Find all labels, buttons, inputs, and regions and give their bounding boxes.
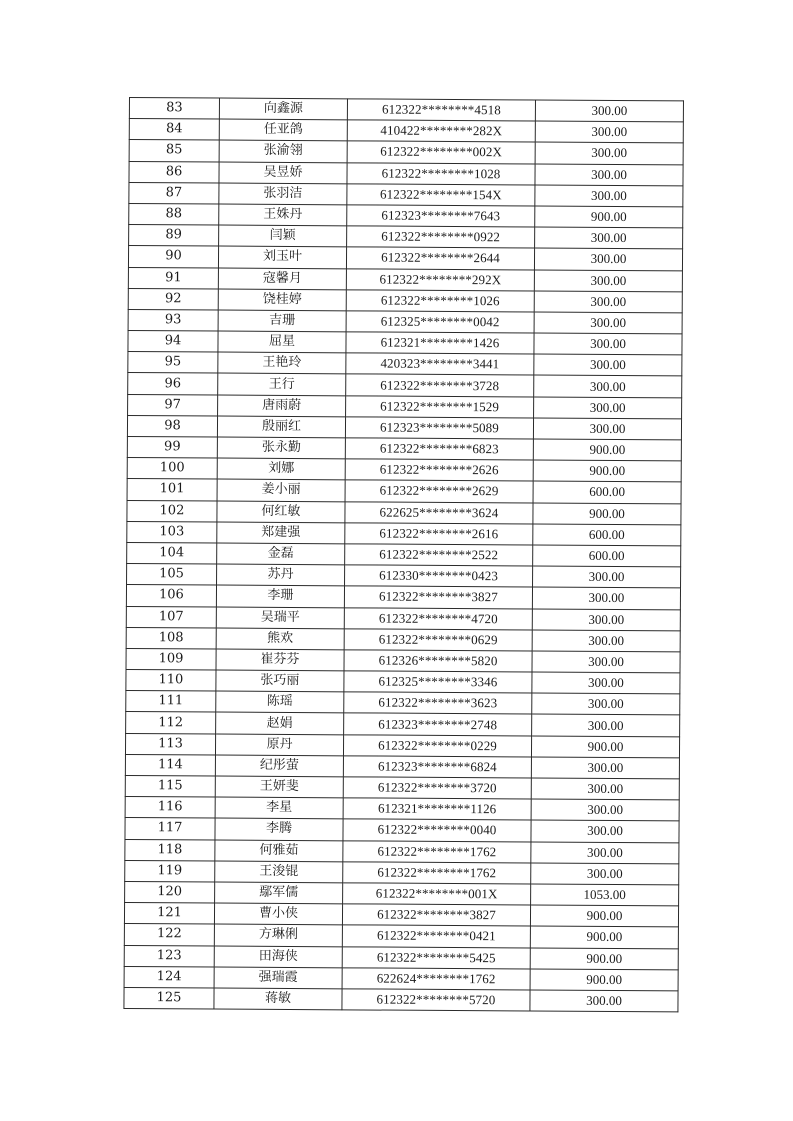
serial-number-cell: 123: [124, 945, 214, 967]
amount-cell: 300.00: [532, 651, 680, 673]
serial-number-cell: 105: [127, 564, 217, 586]
id-number-cell: 612322********2616: [345, 523, 533, 545]
name-cell: 李珊: [216, 585, 344, 607]
name-cell: 饶桂婷: [218, 289, 346, 311]
amount-cell: 900.00: [531, 736, 679, 758]
name-cell: 纪彤萤: [215, 755, 343, 777]
name-cell: 李腾: [215, 818, 343, 840]
name-cell: 曹小侠: [214, 903, 342, 925]
id-number-cell: 622624********1762: [342, 968, 530, 990]
amount-cell: 300.00: [535, 227, 683, 249]
amount-cell: 900.00: [533, 439, 681, 461]
name-cell: 郑建强: [217, 522, 345, 544]
amount-cell: 300.00: [531, 778, 679, 800]
serial-number-cell: 120: [125, 881, 215, 903]
serial-number-cell: 103: [127, 521, 217, 543]
amount-cell: 300.00: [535, 164, 683, 186]
amount-cell: 300.00: [532, 608, 680, 630]
name-cell: 李星: [215, 797, 343, 819]
name-cell: 吴昱娇: [219, 162, 347, 184]
amount-cell: 300.00: [535, 121, 683, 143]
id-number-cell: 612322********3827: [342, 904, 530, 926]
serial-number-cell: 118: [125, 839, 215, 861]
id-number-cell: 612322********3827: [344, 586, 532, 608]
serial-number-cell: 115: [125, 775, 215, 797]
amount-cell: 300.00: [532, 714, 680, 736]
amount-cell: 600.00: [533, 545, 681, 567]
amount-cell: 300.00: [532, 630, 680, 652]
id-number-cell: 612323********6824: [343, 756, 531, 778]
serial-number-cell: 116: [125, 797, 215, 819]
serial-number-cell: 85: [129, 140, 219, 162]
amount-cell: 300.00: [532, 587, 680, 609]
serial-number-cell: 92: [128, 288, 218, 310]
serial-number-cell: 97: [128, 394, 218, 416]
id-number-cell: 612322********0229: [343, 734, 531, 756]
id-number-cell: 612323********5089: [345, 417, 533, 439]
serial-number-cell: 90: [128, 246, 218, 268]
id-number-cell: 612322********3728: [346, 374, 534, 396]
id-number-cell: 612322********1529: [346, 395, 534, 417]
serial-number-cell: 99: [127, 436, 217, 458]
id-number-cell: 612322********5425: [342, 946, 530, 968]
table-row: [124, 987, 678, 1012]
serial-number-cell: 117: [125, 818, 215, 840]
id-number-cell: 612321********1126: [343, 798, 531, 820]
id-number-cell: 612323********7643: [347, 205, 535, 227]
amount-cell: 300.00: [531, 842, 679, 864]
serial-number-cell: 87: [129, 182, 219, 204]
serial-number-cell: 93: [128, 309, 218, 331]
name-cell: 张羽洁: [219, 183, 347, 205]
amount-cell: 300.00: [531, 799, 679, 821]
amount-cell: 900.00: [533, 503, 681, 525]
name-cell: 王妍斐: [215, 776, 343, 798]
serial-number-cell: 101: [127, 479, 217, 501]
name-cell: 唐雨蔚: [218, 395, 346, 417]
name-cell: 金磊: [217, 543, 345, 565]
serial-number-cell: 121: [124, 903, 214, 925]
amount-cell: 900.00: [530, 969, 678, 991]
serial-number-cell: 88: [129, 203, 219, 225]
id-number-cell: 612325********3346: [344, 671, 532, 693]
serial-number-cell: 110: [126, 670, 216, 692]
amount-cell: 300.00: [531, 820, 679, 842]
serial-number-cell: 122: [124, 924, 214, 946]
roster-table: [123, 97, 684, 1012]
id-number-cell: 420323********3441: [346, 353, 534, 375]
name-cell: 吴瑞平: [216, 607, 344, 629]
id-number-cell: 612326********5820: [344, 650, 532, 672]
name-cell: 张渝翎: [219, 140, 347, 162]
id-number-cell: 612322********2522: [345, 544, 533, 566]
name-cell: 张巧丽: [216, 670, 344, 692]
name-cell: 原丹: [215, 734, 343, 756]
amount-cell: 300.00: [534, 375, 682, 397]
amount-cell: 300.00: [534, 291, 682, 313]
serial-number-cell: 94: [128, 331, 218, 353]
amount-cell: 900.00: [530, 926, 678, 948]
id-number-cell: 612322********0421: [342, 925, 530, 947]
serial-number-cell: 96: [128, 373, 218, 395]
id-number-cell: 612322********0922: [347, 226, 535, 248]
name-cell: 王姝丹: [219, 204, 347, 226]
amount-cell: 300.00: [534, 312, 682, 334]
id-number-cell: 612322********5720: [342, 989, 530, 1011]
id-number-cell: 612322********0040: [343, 819, 531, 841]
name-cell: 王浚锟: [215, 861, 343, 883]
name-cell: 任亚鸽: [219, 119, 347, 141]
serial-number-cell: 112: [126, 712, 216, 734]
name-cell: 何红敏: [217, 501, 345, 523]
name-cell: 王行: [218, 373, 346, 395]
name-cell: 鄢军儒: [215, 882, 343, 904]
name-cell: 刘玉叶: [218, 246, 346, 268]
id-number-cell: 612322********2629: [345, 480, 533, 502]
amount-cell: 300.00: [531, 757, 679, 779]
name-cell: 寇馨月: [218, 268, 346, 290]
serial-number-cell: 125: [124, 987, 214, 1009]
id-number-cell: 612323********2748: [344, 713, 532, 735]
serial-number-cell: 124: [124, 966, 214, 988]
amount-cell: 300.00: [535, 142, 683, 164]
serial-number-cell: 107: [126, 606, 216, 628]
amount-cell: 1053.00: [531, 884, 679, 906]
amount-cell: 600.00: [533, 524, 681, 546]
name-cell: 崔芬芬: [216, 649, 344, 671]
name-cell: 田海侠: [214, 946, 342, 968]
amount-cell: 900.00: [535, 206, 683, 228]
id-number-cell: 612322********4518: [347, 99, 535, 121]
id-number-cell: 612322********3720: [343, 777, 531, 799]
serial-number-cell: 98: [127, 415, 217, 437]
name-cell: 强瑞霞: [214, 967, 342, 989]
name-cell: 屈星: [218, 331, 346, 353]
name-cell: 蒋敏: [214, 988, 342, 1010]
serial-number-cell: 95: [128, 352, 218, 374]
name-cell: 闫颖: [219, 225, 347, 247]
id-number-cell: 612322********154X: [347, 184, 535, 206]
name-cell: 王艳玲: [218, 352, 346, 374]
name-cell: 刘娜: [217, 458, 345, 480]
amount-cell: 900.00: [530, 905, 678, 927]
id-number-cell: 612322********0629: [344, 629, 532, 651]
amount-cell: 300.00: [535, 100, 683, 122]
amount-cell: 300.00: [532, 693, 680, 715]
roster-table-body: [124, 98, 684, 1012]
id-number-cell: 612322********1028: [347, 162, 535, 184]
name-cell: 方琳俐: [214, 924, 342, 946]
name-cell: 姜小丽: [217, 479, 345, 501]
id-number-cell: 410422********282X: [347, 120, 535, 142]
serial-number-cell: 111: [126, 691, 216, 713]
amount-cell: 300.00: [531, 863, 679, 885]
name-cell: 殷丽红: [217, 416, 345, 438]
serial-number-cell: 109: [126, 648, 216, 670]
serial-number-cell: 108: [126, 627, 216, 649]
name-cell: 熊欢: [216, 628, 344, 650]
id-number-cell: 612321********1426: [346, 332, 534, 354]
id-number-cell: 612322********002X: [347, 141, 535, 163]
name-cell: 张永勤: [217, 437, 345, 459]
name-cell: 何雅茹: [215, 840, 343, 862]
id-number-cell: 612322********6823: [345, 438, 533, 460]
amount-cell: 300.00: [535, 185, 683, 207]
id-number-cell: 612325********0042: [346, 311, 534, 333]
amount-cell: 300.00: [534, 248, 682, 270]
amount-cell: 900.00: [530, 947, 678, 969]
name-cell: 向鑫源: [219, 98, 347, 120]
id-number-cell: 612322********3623: [344, 692, 532, 714]
name-cell: 吉珊: [218, 310, 346, 332]
amount-cell: 300.00: [530, 990, 678, 1012]
amount-cell: 300.00: [534, 354, 682, 376]
id-number-cell: 612322********1762: [343, 840, 531, 862]
serial-number-cell: 86: [129, 161, 219, 183]
id-number-cell: 612322********2626: [345, 459, 533, 481]
id-number-cell: 612322********2644: [346, 247, 534, 269]
id-number-cell: 612322********001X: [343, 883, 531, 905]
serial-number-cell: 89: [129, 225, 219, 247]
serial-number-cell: 100: [127, 458, 217, 480]
amount-cell: 600.00: [533, 481, 681, 503]
id-number-cell: 612322********1762: [343, 862, 531, 884]
amount-cell: 300.00: [533, 418, 681, 440]
name-cell: 赵娟: [216, 712, 344, 734]
name-cell: 陈瑶: [216, 691, 344, 713]
name-cell: 苏丹: [217, 564, 345, 586]
id-number-cell: 622625********3624: [345, 501, 533, 523]
serial-number-cell: 91: [128, 267, 218, 289]
amount-cell: 300.00: [534, 269, 682, 291]
serial-number-cell: 84: [129, 119, 219, 141]
amount-cell: 900.00: [533, 460, 681, 482]
id-number-cell: 612322********4720: [344, 607, 532, 629]
amount-cell: 300.00: [534, 333, 682, 355]
id-number-cell: 612330********0423: [345, 565, 533, 587]
amount-cell: 300.00: [532, 672, 680, 694]
amount-cell: 300.00: [533, 566, 681, 588]
serial-number-cell: 114: [125, 754, 215, 776]
serial-number-cell: 119: [125, 860, 215, 882]
amount-cell: 300.00: [534, 397, 682, 419]
serial-number-cell: 113: [125, 733, 215, 755]
serial-number-cell: 104: [127, 542, 217, 564]
serial-number-cell: 106: [126, 585, 216, 607]
id-number-cell: 612322********292X: [346, 268, 534, 290]
serial-number-cell: 102: [127, 500, 217, 522]
id-number-cell: 612322********1026: [346, 290, 534, 312]
serial-number-cell: 83: [129, 98, 219, 120]
